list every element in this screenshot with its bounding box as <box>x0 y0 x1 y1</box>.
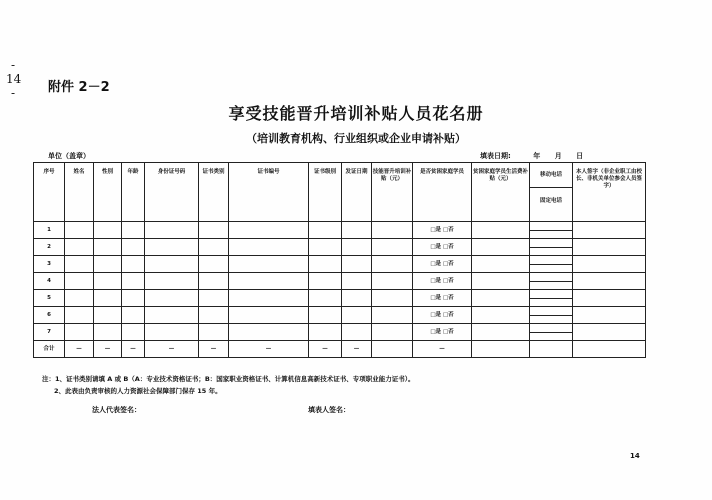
row-cell[interactable] <box>372 239 413 256</box>
signature-cell[interactable] <box>573 256 646 273</box>
mobile-cell[interactable] <box>530 290 572 298</box>
row-cell[interactable] <box>122 222 145 239</box>
side-number-value: 14 <box>6 72 22 86</box>
row-cell[interactable] <box>342 324 372 341</box>
row-cell[interactable] <box>145 256 199 273</box>
table-row <box>34 256 646 273</box>
row-seq: 6 <box>34 307 65 324</box>
phone-split <box>530 273 572 289</box>
row-cell[interactable] <box>122 324 145 341</box>
row-cell[interactable] <box>309 273 342 290</box>
row-cell[interactable] <box>472 239 530 256</box>
row-cell[interactable] <box>342 307 372 324</box>
header-living-allowance: 贫困家庭学员生活费补贴（元） <box>472 163 530 222</box>
legal-rep-signature-label: 法人代表签名： <box>92 406 141 414</box>
row-seq: 4 <box>34 273 65 290</box>
phone-split <box>530 324 572 340</box>
phone-split <box>530 239 572 255</box>
table-row <box>34 290 646 307</box>
hardship-checkbox[interactable]: □是 □否 <box>413 256 472 273</box>
row-seq: 2 <box>34 239 65 256</box>
total-dash: — <box>413 341 472 358</box>
row-cell[interactable] <box>342 239 372 256</box>
roster-table <box>33 162 646 358</box>
row-cell[interactable] <box>342 290 372 307</box>
phone-split <box>530 256 572 272</box>
row-cell[interactable] <box>199 256 229 273</box>
unit-stamp-label: 单位（盖章） <box>48 152 90 160</box>
row-seq: 1 <box>34 222 65 239</box>
total-row <box>34 341 646 358</box>
total-label: 合计 <box>34 341 65 358</box>
row-cell[interactable] <box>94 273 122 290</box>
row-cell[interactable] <box>229 273 309 290</box>
phone-split <box>530 222 572 238</box>
hardship-checkbox[interactable]: □是 □否 <box>413 324 472 341</box>
row-cell[interactable] <box>372 256 413 273</box>
row-cell[interactable] <box>122 290 145 307</box>
row-cell[interactable] <box>472 256 530 273</box>
roster-body <box>34 222 646 358</box>
hardship-checkbox[interactable]: □是 □否 <box>413 222 472 239</box>
row-cell[interactable] <box>472 290 530 307</box>
landline-cell[interactable] <box>530 247 572 256</box>
table-header-row <box>34 163 646 222</box>
row-cell[interactable] <box>145 239 199 256</box>
header-mobile: 移动电话 <box>530 163 572 188</box>
row-cell[interactable] <box>472 324 530 341</box>
header-landline: 固定电话 <box>539 198 562 204</box>
phone-cell[interactable] <box>530 324 573 341</box>
row-cell[interactable] <box>229 324 309 341</box>
landline-cell[interactable] <box>530 230 572 239</box>
header-signature: 本人签字（非企业职工由校长、非机关单位参会人员签字） <box>573 163 646 222</box>
row-cell[interactable] <box>372 222 413 239</box>
signature-cell[interactable] <box>573 324 646 341</box>
table-row <box>34 307 646 324</box>
header-name: 姓名 <box>65 163 94 222</box>
row-cell[interactable] <box>199 307 229 324</box>
total-cell[interactable] <box>530 341 573 358</box>
row-cell[interactable] <box>199 222 229 239</box>
mobile-cell[interactable] <box>530 239 572 247</box>
landline-cell[interactable] <box>530 264 572 273</box>
row-cell[interactable] <box>342 222 372 239</box>
row-cell[interactable] <box>342 256 372 273</box>
row-cell[interactable] <box>145 222 199 239</box>
row-cell[interactable] <box>145 273 199 290</box>
side-number-dash-bottom: - <box>10 86 16 100</box>
phone-cell[interactable] <box>530 256 573 273</box>
total-cell[interactable] <box>472 341 530 358</box>
fill-date <box>478 151 583 161</box>
row-cell[interactable] <box>472 273 530 290</box>
header-phone <box>530 163 573 222</box>
total-cell[interactable] <box>573 341 646 358</box>
header-cert-number: 证书编号 <box>229 163 309 222</box>
fill-date-day: 日 <box>576 152 584 160</box>
row-seq: 5 <box>34 290 65 307</box>
row-cell[interactable] <box>229 290 309 307</box>
signature-cell[interactable] <box>573 239 646 256</box>
header-issue-date: 发证日期 <box>342 163 372 222</box>
total-dash: — <box>229 341 309 358</box>
row-cell[interactable] <box>65 307 94 324</box>
side-number-dash-top: - <box>10 58 16 72</box>
row-cell[interactable] <box>472 307 530 324</box>
row-cell[interactable] <box>65 222 94 239</box>
row-cell[interactable] <box>309 290 342 307</box>
row-cell[interactable] <box>94 290 122 307</box>
row-cell[interactable] <box>65 256 94 273</box>
hardship-checkbox[interactable]: □是 □否 <box>413 239 472 256</box>
header-seq: 序号 <box>34 163 65 222</box>
header-hardship: 是否贫困家庭学员 <box>413 163 472 222</box>
signature-cell[interactable] <box>573 222 646 239</box>
total-dash: — <box>65 341 94 358</box>
header-gender: 性别 <box>94 163 122 222</box>
signature-cell[interactable] <box>573 307 646 324</box>
header-cert-type: 证书类别 <box>199 163 229 222</box>
row-cell[interactable] <box>372 324 413 341</box>
row-cell[interactable] <box>199 273 229 290</box>
row-cell[interactable] <box>309 239 342 256</box>
landline-cell[interactable] <box>530 298 572 307</box>
row-cell[interactable] <box>145 324 199 341</box>
row-cell[interactable] <box>122 239 145 256</box>
total-cell[interactable] <box>372 341 413 358</box>
table-row <box>34 324 646 341</box>
phone-cell[interactable] <box>530 239 573 256</box>
landline-cell[interactable] <box>530 315 572 324</box>
note-2: 2、此表由负责审核的人力资源社会保障部门保存 15 年。 <box>54 387 222 395</box>
row-cell[interactable] <box>199 239 229 256</box>
notes <box>42 373 415 397</box>
row-cell[interactable] <box>229 307 309 324</box>
row-cell[interactable] <box>372 307 413 324</box>
row-cell[interactable] <box>122 273 145 290</box>
hardship-checkbox[interactable]: □是 □否 <box>413 273 472 290</box>
mobile-cell[interactable] <box>530 324 572 332</box>
row-cell[interactable] <box>309 324 342 341</box>
signature-cell[interactable] <box>573 273 646 290</box>
row-cell[interactable] <box>372 290 413 307</box>
row-cell[interactable] <box>65 290 94 307</box>
phone-split <box>530 290 572 306</box>
row-cell[interactable] <box>199 324 229 341</box>
row-cell[interactable] <box>122 256 145 273</box>
fill-date-label: 填表日期: <box>480 152 511 160</box>
header-cert-level: 证书级别 <box>309 163 342 222</box>
phone-cell[interactable] <box>530 273 573 290</box>
row-seq: 3 <box>34 256 65 273</box>
phone-cell[interactable] <box>530 307 573 324</box>
attachment-label: 附件 2－2 <box>48 80 110 95</box>
row-cell[interactable] <box>145 307 199 324</box>
row-cell[interactable] <box>229 222 309 239</box>
fill-date-year: 年 <box>533 152 541 160</box>
landline-cell[interactable] <box>530 281 572 290</box>
row-cell[interactable] <box>472 222 530 239</box>
header-age: 年龄 <box>122 163 145 222</box>
hardship-checkbox[interactable]: □是 □否 <box>413 290 472 307</box>
page-number: 14 <box>630 452 640 460</box>
total-dash: — <box>309 341 342 358</box>
row-cell[interactable] <box>229 239 309 256</box>
phone-cell[interactable] <box>530 290 573 307</box>
document-subtitle: （培训教育机构、行业组织或企业申请补贴） <box>246 132 466 145</box>
row-cell[interactable] <box>94 239 122 256</box>
mobile-cell[interactable] <box>530 307 572 315</box>
fill-date-month: 月 <box>554 152 562 160</box>
header-id-number: 身份证号码 <box>145 163 199 222</box>
total-dash: — <box>122 341 145 358</box>
row-cell[interactable] <box>372 273 413 290</box>
mobile-cell[interactable] <box>530 273 572 281</box>
total-dash: — <box>94 341 122 358</box>
row-cell[interactable] <box>94 324 122 341</box>
side-page-number <box>6 58 20 100</box>
row-cell[interactable] <box>65 239 94 256</box>
table-row <box>34 222 646 239</box>
landline-cell[interactable] <box>530 332 572 341</box>
phone-split <box>530 307 572 323</box>
row-cell[interactable] <box>145 290 199 307</box>
row-cell[interactable] <box>122 307 145 324</box>
signature-cell[interactable] <box>573 290 646 307</box>
row-cell[interactable] <box>342 273 372 290</box>
row-cell[interactable] <box>94 222 122 239</box>
row-cell[interactable] <box>65 273 94 290</box>
row-cell[interactable] <box>199 290 229 307</box>
row-cell[interactable] <box>94 307 122 324</box>
mobile-cell[interactable] <box>530 222 572 230</box>
phone-cell[interactable] <box>530 222 573 239</box>
document-title: 享受技能晋升培训补贴人员花名册 <box>228 104 484 123</box>
row-seq: 7 <box>34 324 65 341</box>
hardship-checkbox[interactable]: □是 □否 <box>413 307 472 324</box>
row-cell[interactable] <box>65 324 94 341</box>
row-cell[interactable] <box>309 307 342 324</box>
row-cell[interactable] <box>309 222 342 239</box>
total-dash: — <box>145 341 199 358</box>
mobile-cell[interactable] <box>530 256 572 264</box>
row-cell[interactable] <box>229 256 309 273</box>
note-1: 注：1、证书类别请填 A 或 B（A：专业技术资格证书；B：国家职业资格证书、计算机信息高新技术证书、专项职业能力证书）。 <box>42 375 415 383</box>
row-cell[interactable] <box>94 256 122 273</box>
table-row <box>34 273 646 290</box>
table-row <box>34 239 646 256</box>
filler-signature-label: 填表人签名： <box>308 406 350 414</box>
total-dash: — <box>199 341 229 358</box>
total-dash: — <box>342 341 372 358</box>
row-cell[interactable] <box>309 256 342 273</box>
header-subsidy: 技能晋升培训补贴（元） <box>372 163 413 222</box>
